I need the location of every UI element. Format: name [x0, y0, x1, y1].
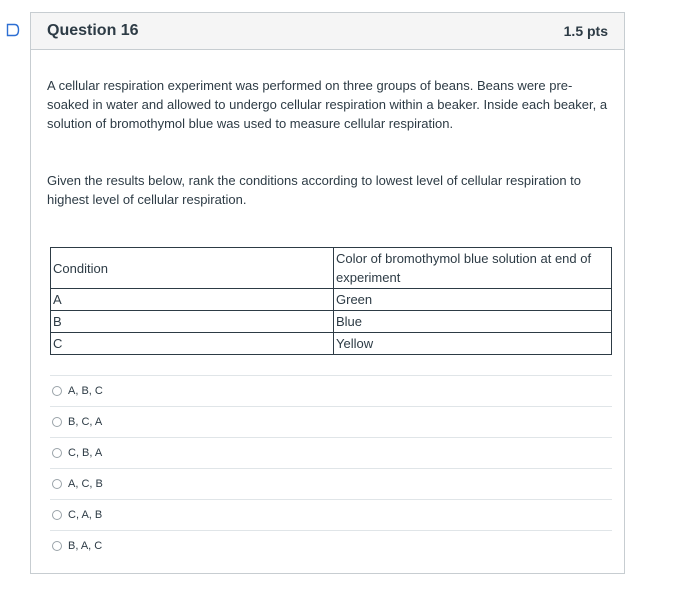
table-row	[51, 289, 612, 311]
question-points: 1.5 pts	[563, 23, 608, 39]
table-cell-condition: A	[51, 289, 334, 311]
radio-circle-icon[interactable]	[52, 448, 62, 458]
flag-question-icon[interactable]	[6, 23, 20, 37]
radio-circle-icon[interactable]	[52, 479, 62, 489]
radio-circle-icon[interactable]	[52, 510, 62, 520]
question-header	[31, 13, 624, 50]
question-prompt-text: Given the results below, rank the conditions according to lowest level of cellular respiration to highest level of cellular respiration.	[47, 173, 582, 207]
question-title: Question 16	[47, 22, 139, 39]
table-row	[51, 333, 612, 355]
answer-label[interactable]: C, B, A	[68, 447, 103, 459]
question-intro-text: A cellular respiration experiment was performed on three groups of beans. Beans were pre-soaked in water and allowed to undergo cellular respiration within a beaker. Inside each beaker, a solution of bromothymol blue was used to measure cellular respiration.	[47, 78, 608, 131]
answer-label[interactable]: C, A, B	[68, 509, 103, 521]
table-header-cell: Condition	[51, 248, 334, 289]
table-cell-color: Green	[334, 289, 612, 311]
table-cell-condition: C	[51, 333, 334, 355]
table-header-row	[51, 248, 612, 289]
answer-option[interactable]	[50, 499, 612, 530]
results-table	[50, 247, 612, 355]
radio-circle-icon[interactable]	[52, 541, 62, 551]
answer-option[interactable]	[50, 468, 612, 499]
answer-option[interactable]	[50, 375, 612, 406]
answer-list	[50, 375, 612, 561]
answer-label[interactable]: B, A, C	[68, 540, 103, 552]
radio-circle-icon[interactable]	[52, 417, 62, 427]
table-cell-color: Blue	[334, 311, 612, 333]
answer-label[interactable]: A, B, C	[68, 385, 103, 397]
table-row	[51, 311, 612, 333]
answer-label[interactable]: A, C, B	[68, 478, 103, 490]
answer-option[interactable]	[50, 530, 612, 561]
answer-option[interactable]	[50, 406, 612, 437]
answer-label[interactable]: B, C, A	[68, 416, 103, 428]
question-body	[31, 50, 624, 561]
question-card	[30, 12, 625, 574]
table-header-cell: Color of bromothymol blue solution at end of experiment	[334, 248, 612, 289]
table-cell-color: Yellow	[334, 333, 612, 355]
table-cell-condition: B	[51, 311, 334, 333]
radio-circle-icon[interactable]	[52, 386, 62, 396]
answer-option[interactable]	[50, 437, 612, 468]
